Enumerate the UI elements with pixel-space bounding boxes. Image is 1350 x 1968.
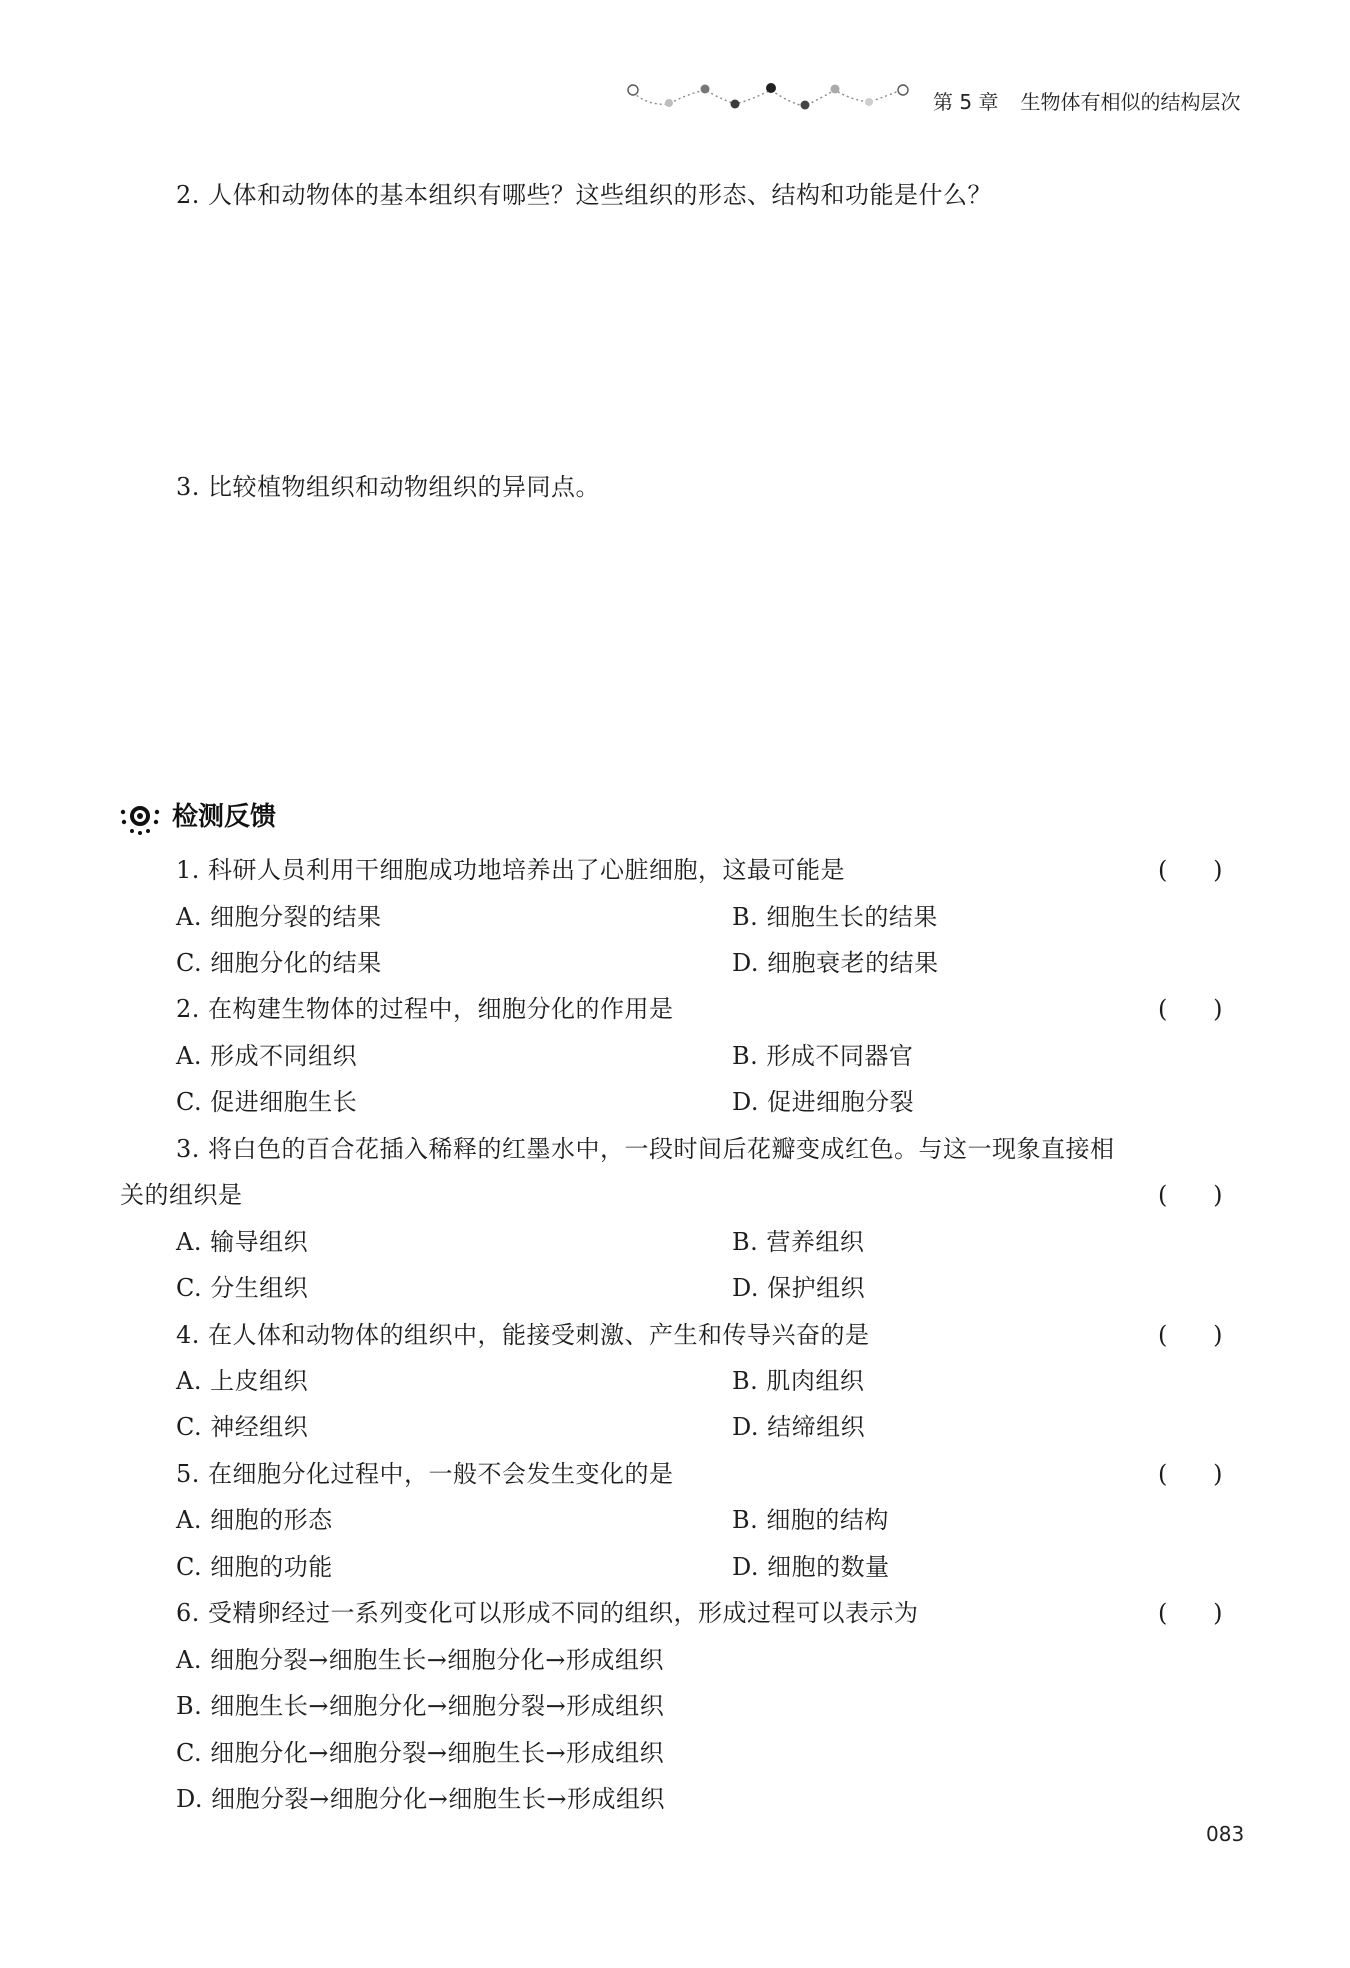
question-3-option-c: C. 分生组织 [176,1274,309,1302]
answer-paren: ( ) [1158,995,1223,1023]
question-2-stem: 2. 在构建生物体的过程中，细胞分化的作用是 [176,995,674,1023]
question-2-option-a: A. 形成不同组织 [176,1042,358,1070]
question-4-option-d: D. 结缔组织 [732,1413,866,1441]
question-4-option-b: B. 肌肉组织 [732,1367,865,1395]
answer-paren: ( ) [1158,1460,1223,1488]
sun-bulb-icon [118,800,162,836]
open-question-3: 3. 比较植物组织和动物组织的异同点。 [176,473,601,501]
question-3-option-a: A. 输导组织 [176,1228,309,1256]
answer-paren: ( ) [1158,1321,1223,1349]
question-2-option-b: B. 形成不同器官 [732,1042,914,1070]
chapter-title: 生物体有相似的结构层次 [1020,90,1241,114]
question-3-stem-line-2: 关的组织是 [120,1181,243,1209]
question-1-option-a: A. 细胞分裂的结果 [176,903,382,931]
question-5-option-d: D. 细胞的数量 [732,1553,890,1581]
section-title: 检测反馈 [172,802,277,832]
question-6-option-a: A. 细胞分裂→细胞生长→细胞分化→形成组织 [176,1646,664,1674]
question-5-option-c: C. 细胞的功能 [176,1553,333,1581]
question-2-option-c: C. 促进细胞生长 [176,1088,358,1116]
question-4-option-a: A. 上皮组织 [176,1367,309,1395]
question-3-stem-line-1: 3. 将白色的百合花插入稀释的红墨水中，一段时间后花瓣变成红色。与这一现象直接相 [176,1135,1115,1163]
question-6-stem: 6. 受精卵经过一系列变化可以形成不同的组织，形成过程可以表示为 [176,1599,919,1627]
question-5-option-a: A. 细胞的形态 [176,1506,333,1534]
question-6-option-b: B. 细胞生长→细胞分化→细胞分裂→形成组织 [176,1692,665,1720]
question-2-option-d: D. 促进细胞分裂 [732,1088,915,1116]
page-number: 083 [1206,1822,1245,1846]
header-decoration-icon [625,78,925,118]
question-1-option-c: C. 细胞分化的结果 [176,949,382,977]
question-6-option-c: C. 细胞分化→细胞分裂→细胞生长→形成组织 [176,1739,665,1767]
question-5-option-b: B. 细胞的结构 [732,1506,889,1534]
question-4-stem: 4. 在人体和动物体的组织中，能接受刺激、产生和传导兴奋的是 [176,1321,870,1349]
question-6-option-d: D. 细胞分裂→细胞分化→细胞生长→形成组织 [176,1785,665,1813]
header-text [933,86,1240,115]
page-header [625,78,1245,118]
question-3-option-b: B. 营养组织 [732,1228,865,1256]
answer-paren: ( ) [1158,1181,1223,1209]
answer-paren: ( ) [1158,1599,1223,1627]
question-1-option-b: B. 细胞生长的结果 [732,903,938,931]
answer-paren: ( ) [1158,856,1223,884]
question-1-option-d: D. 细胞衰老的结果 [732,949,939,977]
chapter-number: 第 5 章 [933,90,999,114]
question-5-stem: 5. 在细胞分化过程中，一般不会发生变化的是 [176,1460,674,1488]
question-1-stem: 1. 科研人员利用干细胞成功地培养出了心脏细胞，这最可能是 [176,856,846,884]
question-3-option-d: D. 保护组织 [732,1274,866,1302]
question-4-option-c: C. 神经组织 [176,1413,309,1441]
open-question-2: 2. 人体和动物体的基本组织有哪些？这些组织的形态、结构和功能是什么？ [176,181,993,209]
